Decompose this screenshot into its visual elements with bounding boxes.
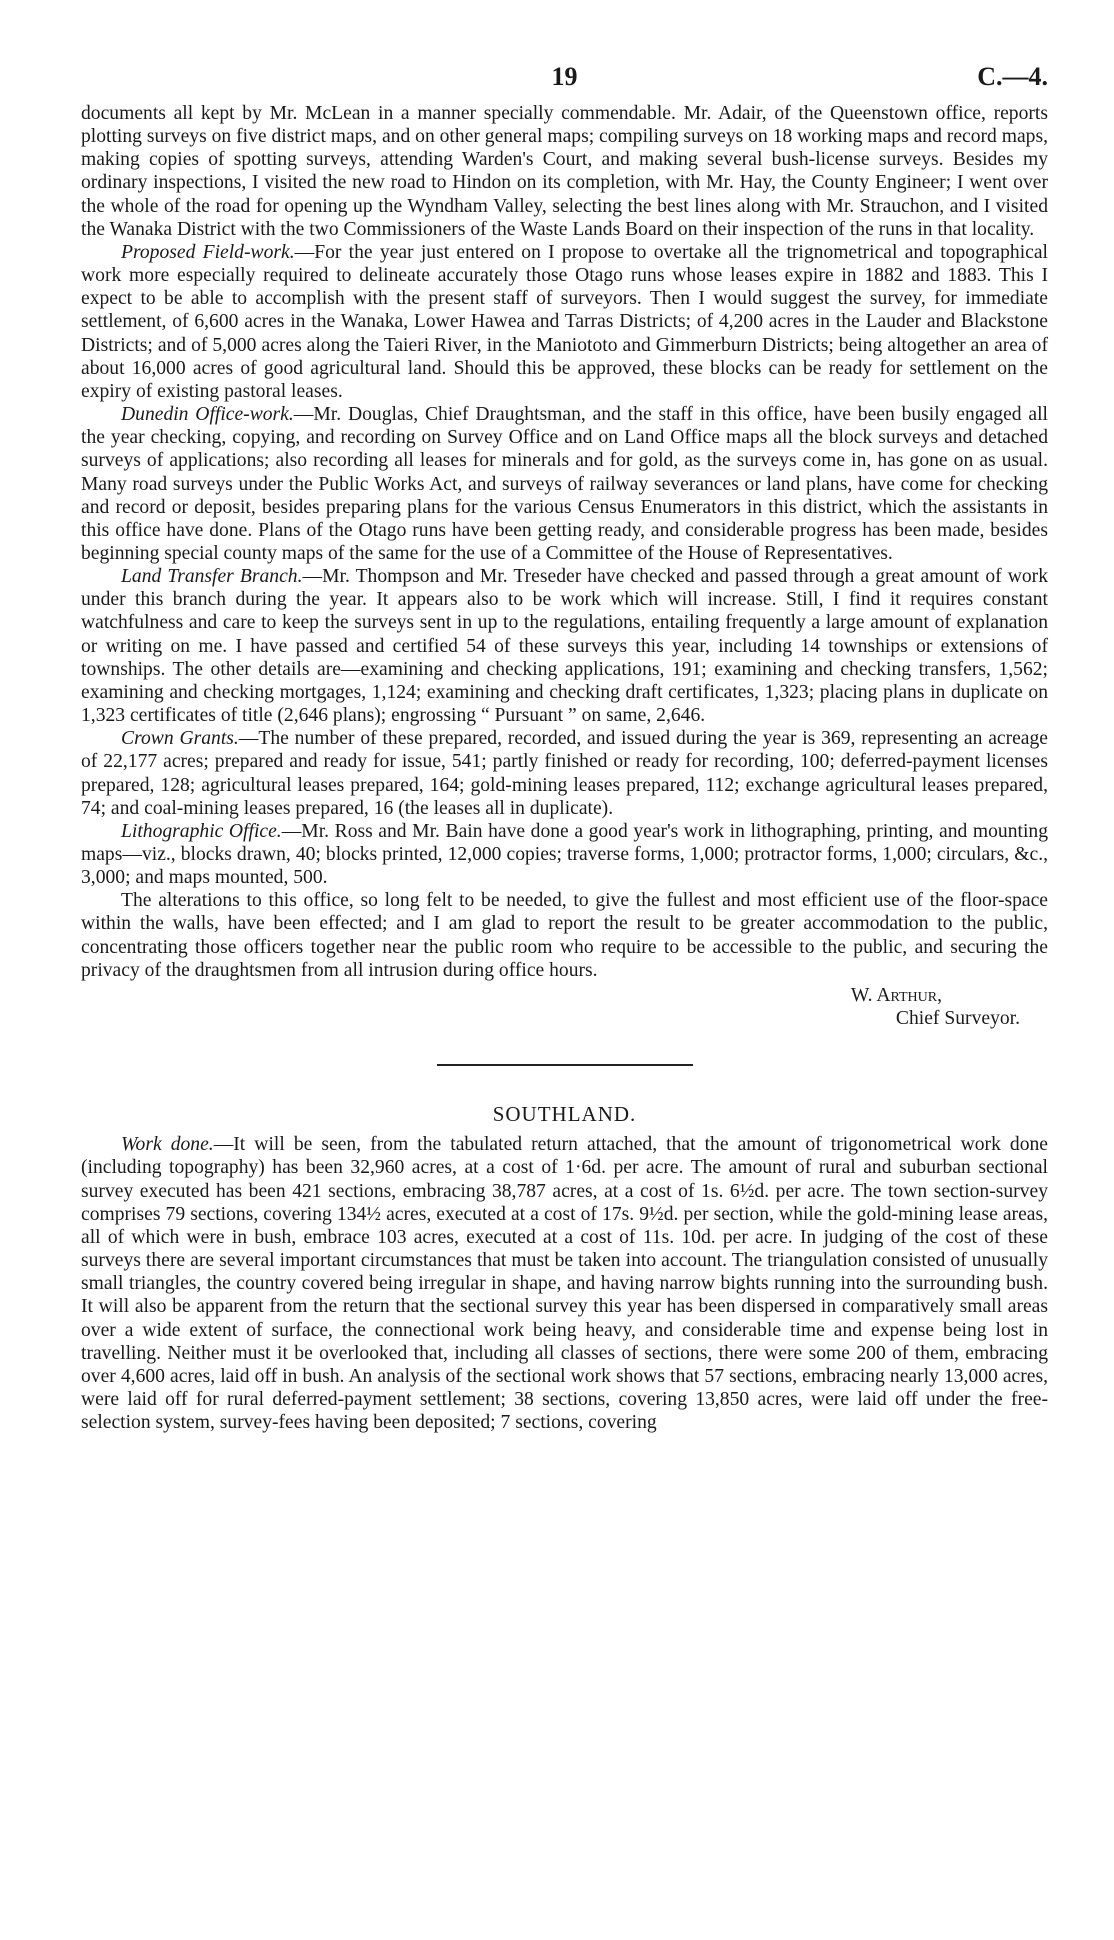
- section-lead-crown-grants: Crown Grants.: [121, 728, 239, 750]
- document-page: [81, 62, 1048, 1434]
- paragraph-text-dunedin: —Mr. Douglas, Chief Draughtsman, and the staff in this office, have been busily engaged all the year checking, copying, and recording on Survey Office and on Land Office maps all the block surveys and detached surveys of applications; also recording all leases for minerals and for gold, as the surveys come in, has gone on as usual. Many road surveys under the Public Works Act, and surveys of railway severances or land plans, have come for checking and record or deposit, besides preparing plans for the various Census Enumerators in this district, which the assistants in this office have done. Plans of the Otago runs have been getting ready, and considerable progress has been made, besides beginning special county maps of the same for the use of a Committee of the House of Representatives.: [81, 404, 1048, 564]
- signature-block: [81, 984, 1048, 1030]
- paragraph-lithographic-office: [81, 820, 1048, 889]
- document-code: C.—4.: [977, 62, 1048, 91]
- section-lead-work-done: Work done.: [121, 1134, 214, 1156]
- paragraph-dunedin-office-work: [81, 403, 1048, 565]
- signature-title: Chief Surveyor.: [895, 1008, 1020, 1030]
- paragraph-work-done: [81, 1133, 1048, 1434]
- paragraph-intro: documents all kept by Mr. McLean in a manner specially commendable. Mr. Adair, of the Queenstown office, reports plotting surveys on five district maps, and on other general maps; compiling surveys on 18 working maps and record maps, making copies of spotting surveys, attending Warden's Court, and making several bush-license surveys. Besides my ordinary inspections, I visited the new road to Hindon on its completion, with Mr. Hay, the County Engineer; I went over the whole of the road for opening up the Wyndham Valley, selecting the best lines along with Mr. Strauchon, and I visited the Wanaka District with the two Commissioners of the Waste Lands Board on their inspection of the runs in that locality.: [81, 103, 1048, 240]
- paragraph-text-work-done: —It will be seen, from the tabulated return attached, that the amount of trigonometrical work done (including topography) has been 32,960 acres, at a cost of 1·6d. per acre. The amount of rural and suburban sectional survey executed has been 421 sections, embracing 38,787 acres, at a cost of 1s. 6½d. per acre. The town section-survey comprises 79 sections, covering 134½ acres, executed at a cost of 17s. 9½d. per section, while the gold-mining lease areas, all of which were in bush, embrace 103 acres, executed at a cost of 11s. 10d. per acre. In judging of the cost of these surveys there are several important circumstances that must be taken into account. The triangulation consisted of unusually small triangles, the country covered being irregular in shape, and having narrow bights running into the surrounding bush. It will also be apparent from the return that the sectional survey this year has been dispersed in comparatively small areas over a wide extent of surface, the connectional work being heavy, and considerable time and expense being lost in travelling. Neither must it be overlooked that, including all classes of sections, there were some 200 of them, embracing over 4,600 acres, laid off in bush. An analysis of the sectional work shows that 57 sections, embracing nearly 13,000 acres, were laid off for rural deferred-payment settlement; 38 sections, covering 13,850 acres, were laid off under the free-selection system, survey-fees having been deposited; 7 sections, covering: [81, 1134, 1048, 1434]
- section-lead-proposed: Proposed Field-work.: [121, 241, 295, 263]
- paragraph-alterations: The alterations to this office, so long felt to be needed, to give the fullest and most efficient use of the floor-space within the walls, have been effected; and I am glad to report the result to be greater accommodation to the public, concentrating those officers together near the public room who require to be accessible to the public, and securing the privacy of the draughtsmen from all intrusion during office hours.: [81, 890, 1048, 981]
- paragraph-proposed-field-work: [81, 241, 1048, 403]
- paragraph-text-proposed: —For the year just entered on I propose to overtake all the trignometrical and topographical work more especially required to delineate accurately those Otago runs whose leases expire in 1882 and 1883. This I expect to be able to accomplish with the present staff of surveyors. Then I would suggest the survey, for immediate settlement, of 6,600 acres in the Wanaka, Lower Hawea and Tarras Districts; of 4,200 acres in the Lauder and Blackstone Districts; and of 5,000 acres along the Taieri River, in the Maniototo and Gimmerburn Districts; being altogether an area of about 16,000 acres of good agricultural land. Should this be approved, these blocks can be ready for settlement on the expiry of existing pastoral leases.: [81, 241, 1048, 402]
- section-lead-dunedin: Dunedin Office-work.: [121, 404, 294, 426]
- section-lead-lithographic: Lithographic Office.: [121, 820, 282, 842]
- paragraph-text-lithographic: —Mr. Ross and Mr. Bain have done a good year's work in lithographing, printing, and mounting maps—viz., blocks drawn, 40; blocks printed, 12,000 copies; traverse forms, 1,000; protractor forms, 1,000; circulars, &c., 3,000; and maps mounted, 500.: [81, 820, 1048, 889]
- paragraph-text-land-transfer: —Mr. Thompson and Mr. Treseder have checked and passed through a great amount of work under this branch during the year. It appears also to be work which will increase. Still, I find it requires constant watchfulness and care to keep the surveys sent in up to the regulations, entailing frequently a large amount of explanation or writing on me. I have passed and certified 54 of these surveys this year, including 14 townships or extensions of townships. The other details are—examining and checking applications, 191; examining and checking transfers, 1,562; examining and checking mortgages, 1,124; examining and checking draft certificates, 1,323; placing plans in duplicate on 1,323 certificates of title (2,646 plans); engrossing “ Pursuant ” on same, 2,646.: [81, 566, 1048, 727]
- paragraph-crown-grants: [81, 727, 1048, 820]
- paragraph-land-transfer: [81, 565, 1048, 727]
- section-lead-land-transfer: Land Transfer Branch.: [121, 566, 303, 588]
- page-number: 19: [551, 62, 578, 91]
- section-divider: [437, 1064, 693, 1066]
- page-header: [81, 62, 1048, 102]
- section-heading-southland: SOUTHLAND.: [492, 1102, 637, 1127]
- signature-name: W. Arthur,: [850, 984, 942, 1006]
- paragraph-text-crown-grants: —The number of these prepared, recorded, and issued during the year is 369, representing an acreage of 22,177 acres; prepared and ready for issue, 541; partly finished or ready for recording, 100; deferred-payment licenses prepared, 128; agricultural leases prepared, 164; gold-mining leases prepared, 112; exchange agricultural leases prepared, 74; and coal-mining leases prepared, 16 (the leases all in duplicate).: [81, 728, 1048, 819]
